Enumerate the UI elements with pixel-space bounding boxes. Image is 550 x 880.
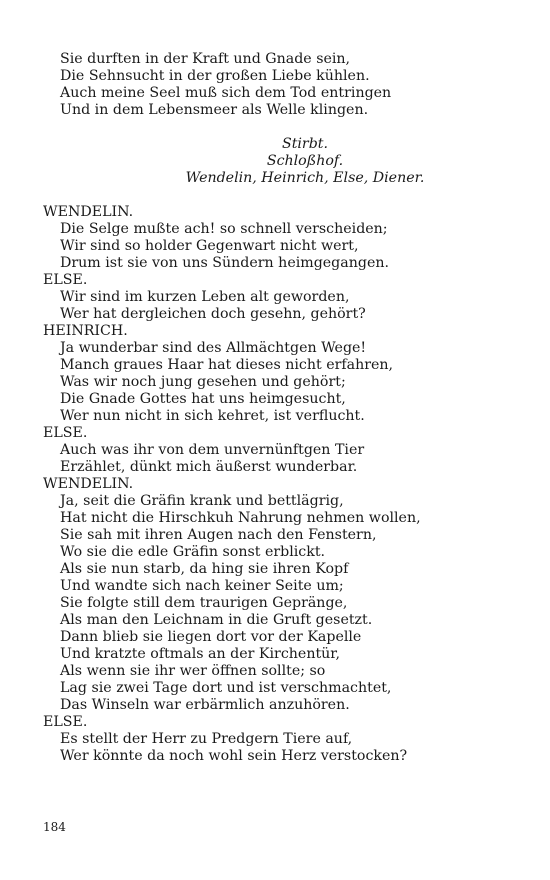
verse-line: Drum ist sie von uns Sündern heimgegangen. (60, 255, 389, 271)
verse-line: Auch was ihr von dem unvernünftgen Tier (60, 442, 365, 458)
verse-line: Erzählet, dünkt mich äußerst wunderbar. (60, 459, 358, 475)
verse-line: Wo sie die edle Gräfin sonst erblickt. (60, 544, 326, 560)
verse-line: Wer könnte da noch wohl sein Herz verstocken? (60, 748, 408, 764)
verse-line: Wer hat dergleichen doch gesehn, gehört? (60, 306, 366, 322)
stage-direction-setting: Schloßhof. (266, 153, 344, 169)
verse-line: Wir sind im kurzen Leben alt geworden, (60, 289, 350, 305)
speaker-name: HEINRICH. (43, 323, 128, 339)
stage-directions (0, 136, 550, 187)
verse-line: Und in dem Lebensmeer als Welle klingen. (60, 102, 369, 118)
verse-line: Die Sehnsucht in der großen Liebe kühlen. (60, 68, 370, 84)
verse-line: Als sie nun starb, da hing sie ihren Kopf (60, 561, 349, 577)
stage-direction-characters: Wendelin, Heinrich, Else, Diener. (185, 170, 425, 186)
verse-line: Es stellt der Herr zu Predgern Tiere auf, (60, 731, 353, 747)
verse-line: Die Selge mußte ach! so schnell verscheiden; (60, 221, 388, 237)
verse-line: Und wandte sich nach keiner Seite um; (60, 578, 344, 594)
verse-line: Sie durften in der Kraft und Gnade sein, (60, 51, 351, 67)
verse-line: Lag sie zwei Tage dort und ist verschmachtet, (60, 680, 392, 696)
verse-line: Und kratzte oftmals an der Kirchentür, (60, 646, 341, 662)
verse-line: Manch graues Haar hat dieses nicht erfahren, (60, 357, 394, 373)
opening-verses (0, 51, 550, 119)
verse-line: Die Gnade Gottes hat uns heimgesucht, (60, 391, 346, 407)
verse-line: Auch meine Seel muß sich dem Tod entringen (60, 85, 392, 101)
verse-line: Ja, seit die Gräfin krank und bettlägrig, (60, 493, 344, 509)
verse-line: Wir sind so holder Gegenwart nicht wert, (60, 238, 359, 254)
speaker-name: ELSE. (43, 425, 88, 441)
verse-line: Dann blieb sie liegen dort vor der Kapelle (60, 629, 362, 645)
speaker-name: WENDELIN. (43, 476, 134, 492)
verse-line: Sie folgte still dem traurigen Gepränge, (60, 595, 348, 611)
verse-line: Das Winseln war erbärmlich anzuhören. (60, 697, 350, 713)
speaker-name: ELSE. (43, 272, 88, 288)
stage-direction-dies: Stirbt. (281, 136, 329, 152)
verse-line: Wer nun nicht in sich kehret, ist verflucht. (60, 408, 365, 424)
verse-line: Was wir noch jung gesehen und gehört; (60, 374, 346, 390)
speaker-name: WENDELIN. (43, 204, 134, 220)
page-number: 184 (43, 820, 66, 834)
speaker-name: ELSE. (43, 714, 88, 730)
verse-line: Hat nicht die Hirschkuh Nahrung nehmen wollen, (60, 510, 421, 526)
verse-line: Ja wunderbar sind des Allmächtgen Wege! (60, 340, 367, 356)
verse-line: Sie sah mit ihren Augen nach den Fenstern, (60, 527, 377, 543)
verse-line: Als wenn sie ihr wer öffnen sollte; so (60, 663, 326, 679)
verse-line: Als man den Leichnam in die Gruft gesetzt. (60, 612, 373, 628)
dialogue (0, 204, 550, 765)
